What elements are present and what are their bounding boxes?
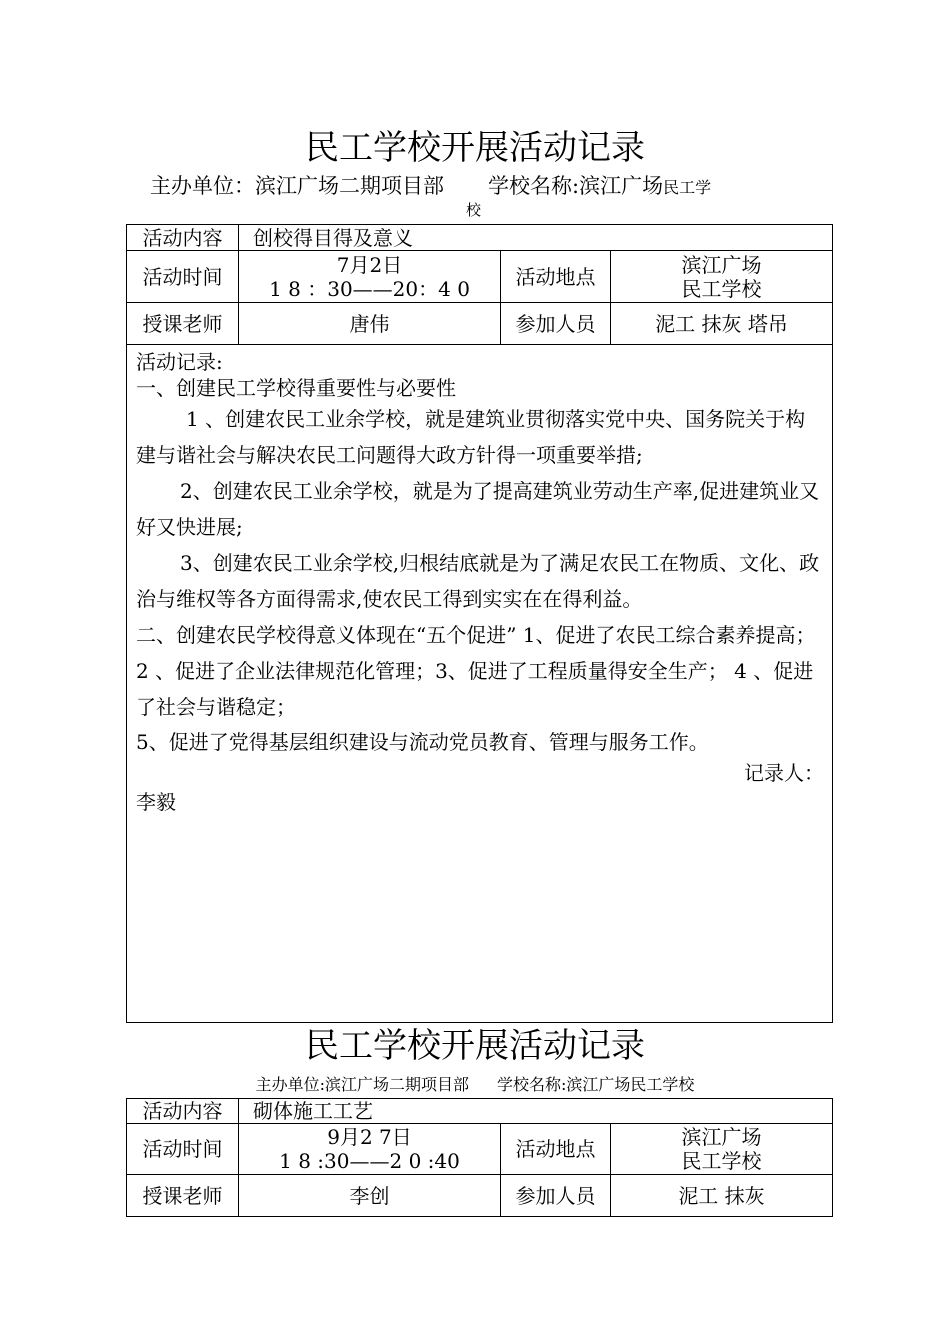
record2-participants-label: 参加人员 xyxy=(501,1175,611,1217)
record1-title: 民工学校开展活动记录 xyxy=(305,128,645,168)
record1-item5: 5、促进了党得基层组织建设与流动党员教育、管理与服务工作。 xyxy=(136,730,709,754)
record1-teacher-value: 唐伟 xyxy=(239,303,501,345)
record1-item1: 1 、创建农民工业余学校，就是建筑业贯彻落实党中央、国务院关于构建与谐社会与解决农民工问题得大政方针得一项重要举措; xyxy=(136,407,806,467)
record2-place-value xyxy=(611,1124,833,1175)
record1-teacher-label: 授课老师 xyxy=(127,303,239,345)
record1-time-range: 1 8 ：30——20：4 0 xyxy=(269,276,470,301)
record2-participants-value: 泥工 抹灰 xyxy=(611,1175,833,1217)
record1-school-name-wrap: 校 xyxy=(466,201,482,219)
record1-time-label: 活动时间 xyxy=(127,251,239,303)
record1-place-line1: 滨江广场 xyxy=(681,252,762,277)
record2-time-value xyxy=(239,1124,501,1175)
record2-time-label: 活动时间 xyxy=(127,1124,239,1175)
record2-date: 9月2 7日 xyxy=(327,1125,412,1149)
record2-teacher-label: 授课老师 xyxy=(127,1175,239,1217)
record2-place-line2: 民工学校 xyxy=(681,1149,762,1173)
record1-content-label: 活动内容 xyxy=(127,225,239,251)
record1-record-label: 活动记录: xyxy=(136,350,223,374)
record1-recorder-name: 李毅 xyxy=(136,790,176,814)
record2-organizer: 主办单位:滨江广场二期项目部 xyxy=(255,1075,469,1094)
record1-participants-value: 泥工 抹灰 塔吊 xyxy=(611,303,833,345)
record2-place-line1: 滨江广场 xyxy=(681,1125,762,1149)
record1-section1: 一、创建民工学校得重要性与必要性 xyxy=(136,376,456,400)
record1-item3: 3、创建农民工业余学校,归根结底就是为了满足农民工在物质、文化、政治与维权等各方面得需求,使农民工得到实实在在得利益。 xyxy=(136,551,820,611)
record2-content-label: 活动内容 xyxy=(127,1099,239,1124)
record2-school-name: 学校名称:滨江广场民工学校 xyxy=(497,1075,695,1094)
record1-school-name: 学校名称:滨江广场 xyxy=(488,174,664,198)
record1-place-line2: 民工学校 xyxy=(681,276,762,301)
record1-item2: 2、创建农民工业余学校，就是为了提高建筑业劳动生产率,促进建筑业又好又快进展; xyxy=(136,479,820,539)
record1-table xyxy=(126,224,833,1023)
record2-organizer-line xyxy=(0,1074,950,1096)
record1-organizer-line xyxy=(150,172,711,202)
record1-organizer: 主办单位：滨江广场二期项目部 xyxy=(150,174,444,198)
record1-place-label: 活动地点 xyxy=(501,251,611,303)
record1-content-value: 创校得目得及意义 xyxy=(239,225,833,251)
record2-time-range: 1 8 :30——2 0 :40 xyxy=(279,1149,460,1173)
record2-content-value: 砌体施工工艺 xyxy=(239,1099,833,1124)
record2-place-label: 活动地点 xyxy=(501,1124,611,1175)
record1-activity-record xyxy=(127,345,833,1023)
record2-table xyxy=(126,1098,833,1217)
record1-time-value xyxy=(239,251,501,303)
record1-participants-label: 参加人员 xyxy=(501,303,611,345)
record2-title: 民工学校开展活动记录 xyxy=(305,1026,645,1066)
record1-section2: 二、创建农民学校得意义体现在“五个促进” 1、促进了农民工综合素养提高； 2 、促进了企业法律规范化管理；3、促进了工程质量得安全生产； 4 、促进了社会与谐稳定； xyxy=(136,623,816,719)
record1-date: 7月2日 xyxy=(336,252,403,277)
record1-recorder-label: 记录人： xyxy=(744,761,825,785)
record1-school-name-small: 民工学 xyxy=(663,178,712,197)
record2-teacher-value: 李创 xyxy=(239,1175,501,1217)
record1-place-value xyxy=(611,251,833,303)
